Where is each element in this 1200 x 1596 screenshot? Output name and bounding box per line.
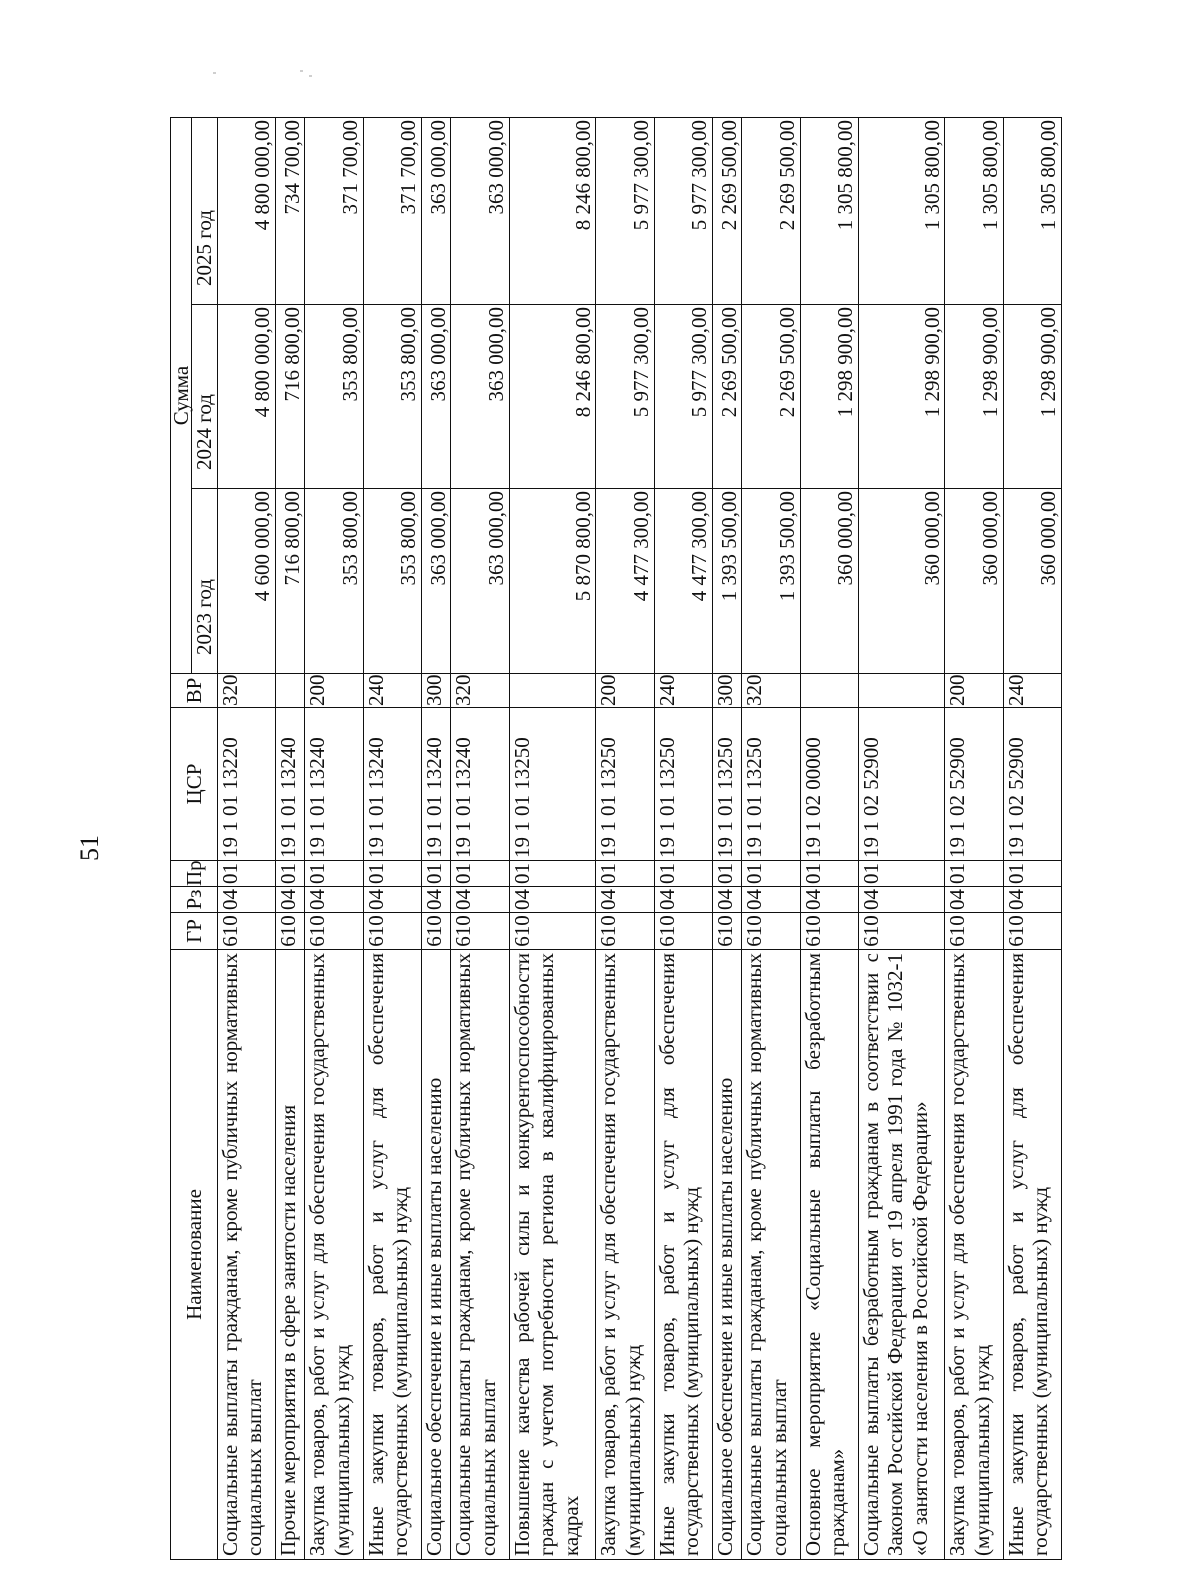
row-name: Иные закупки товаров, работ и услуг для обеспечения государственных (муниципальных) нужд	[1003, 950, 1061, 1560]
table-row	[742, 118, 800, 1560]
row-sum-2023: 1 393 500,00	[742, 489, 800, 674]
header-year-2024: 2024 год	[192, 305, 218, 489]
row-name: Закупка товаров, работ и услуг для обеспечения государственных (муниципальных) нужд	[305, 950, 363, 1560]
row-name: Основное мероприятие «Социальные выплаты безработным гражданам»	[800, 950, 858, 1560]
table-row	[1003, 118, 1061, 1560]
row-csr: 19 1 01 13250	[654, 708, 712, 861]
row-sum-2023: 360 000,00	[800, 489, 858, 674]
row-name: Социальное обеспечение и иные выплаты населению	[712, 950, 742, 1560]
row-sum-2023: 5 870 800,00	[509, 489, 596, 674]
row-rz: 04	[509, 887, 596, 913]
row-vr: 320	[451, 674, 509, 708]
table-row	[858, 118, 945, 1560]
row-sum-2023: 1 393 500,00	[712, 489, 742, 674]
row-gr: 610	[945, 913, 1003, 950]
row-sum-2024: 5 977 300,00	[596, 305, 654, 489]
row-pr: 01	[217, 861, 275, 887]
row-sum-2025: 734 700,00	[275, 118, 305, 305]
table-row	[509, 118, 596, 1560]
row-vr: 200	[596, 674, 654, 708]
row-sum-2023: 4 600 000,00	[217, 489, 275, 674]
table-row	[217, 118, 275, 1560]
row-vr: 320	[217, 674, 275, 708]
row-sum-2023: 4 477 300,00	[654, 489, 712, 674]
row-rz: 04	[742, 887, 800, 913]
table-row	[275, 118, 305, 1560]
row-sum-2025: 371 700,00	[305, 118, 363, 305]
row-rz: 04	[800, 887, 858, 913]
row-pr: 01	[945, 861, 1003, 887]
row-rz: 04	[712, 887, 742, 913]
row-csr: 19 1 02 52900	[1003, 708, 1061, 861]
header-sum: Сумма	[171, 118, 192, 674]
row-sum-2024: 1 298 900,00	[800, 305, 858, 489]
row-pr: 01	[509, 861, 596, 887]
header-year-2023: 2023 год	[192, 489, 218, 674]
row-gr: 610	[742, 913, 800, 950]
row-vr: 240	[363, 674, 421, 708]
row-gr: 610	[1003, 913, 1061, 950]
row-vr	[275, 674, 305, 708]
row-vr: 240	[654, 674, 712, 708]
row-sum-2025: 363 000,00	[451, 118, 509, 305]
row-pr: 01	[1003, 861, 1061, 887]
row-rz: 04	[217, 887, 275, 913]
row-sum-2023: 360 000,00	[858, 489, 945, 674]
table-rotator	[170, 118, 1062, 1560]
row-vr: 300	[712, 674, 742, 708]
row-sum-2024: 2 269 500,00	[712, 305, 742, 489]
row-pr: 01	[596, 861, 654, 887]
row-gr: 610	[421, 913, 451, 950]
budget-table	[170, 117, 1062, 1560]
row-rz: 04	[363, 887, 421, 913]
row-vr	[800, 674, 858, 708]
row-vr: 200	[945, 674, 1003, 708]
row-sum-2023: 363 000,00	[451, 489, 509, 674]
row-gr: 610	[509, 913, 596, 950]
header-year-2025: 2025 год	[192, 118, 218, 305]
row-vr: 320	[742, 674, 800, 708]
row-csr: 19 1 01 13240	[363, 708, 421, 861]
row-gr: 610	[596, 913, 654, 950]
rotated-table-area	[170, 118, 1062, 1560]
row-sum-2023: 716 800,00	[275, 489, 305, 674]
row-vr	[509, 674, 596, 708]
row-sum-2023: 360 000,00	[1003, 489, 1061, 674]
row-name: Закупка товаров, работ и услуг для обеспечения государственных (муниципальных) нужд	[596, 950, 654, 1560]
row-sum-2024: 353 800,00	[305, 305, 363, 489]
row-gr: 610	[363, 913, 421, 950]
row-gr: 610	[217, 913, 275, 950]
row-pr: 01	[275, 861, 305, 887]
table-row	[363, 118, 421, 1560]
table-body	[217, 118, 1061, 1560]
row-sum-2025: 1 305 800,00	[1003, 118, 1061, 305]
row-vr	[858, 674, 945, 708]
row-sum-2023: 4 477 300,00	[596, 489, 654, 674]
row-sum-2025: 5 977 300,00	[654, 118, 712, 305]
table-row	[654, 118, 712, 1560]
row-sum-2025: 1 305 800,00	[800, 118, 858, 305]
row-csr: 19 1 01 13250	[742, 708, 800, 861]
row-csr: 19 1 01 13240	[275, 708, 305, 861]
row-rz: 04	[305, 887, 363, 913]
table-row	[305, 118, 363, 1560]
page-number-text: 51	[75, 835, 104, 861]
row-rz: 04	[1003, 887, 1061, 913]
row-pr: 01	[712, 861, 742, 887]
row-gr: 610	[451, 913, 509, 950]
row-name: Социальные выплаты безработным гражданам в соответствии с Законом Российской Федерации от 19 апреля 1991 года № 1032-1 «О занятости населения в Российской Федерации»	[858, 950, 945, 1560]
row-pr: 01	[858, 861, 945, 887]
header-gr: ГР	[171, 913, 218, 950]
row-rz: 04	[421, 887, 451, 913]
table-row	[451, 118, 509, 1560]
row-rz: 04	[654, 887, 712, 913]
row-gr: 610	[275, 913, 305, 950]
row-sum-2023: 363 000,00	[421, 489, 451, 674]
row-rz: 04	[275, 887, 305, 913]
header-vr: ВР	[171, 674, 218, 708]
row-sum-2025: 4 800 000,00	[217, 118, 275, 305]
row-sum-2023: 353 800,00	[305, 489, 363, 674]
page-number	[70, 818, 110, 878]
row-csr: 19 1 01 13250	[596, 708, 654, 861]
row-csr: 19 1 01 13240	[305, 708, 363, 861]
row-vr: 200	[305, 674, 363, 708]
row-rz: 04	[596, 887, 654, 913]
row-pr: 01	[800, 861, 858, 887]
row-gr: 610	[712, 913, 742, 950]
row-csr: 19 1 01 13240	[451, 708, 509, 861]
row-csr: 19 1 02 00000	[800, 708, 858, 861]
header-rz: Рз	[171, 887, 218, 913]
row-sum-2025: 363 000,00	[421, 118, 451, 305]
row-sum-2025: 2 269 500,00	[712, 118, 742, 305]
row-sum-2024: 363 000,00	[451, 305, 509, 489]
table-row	[421, 118, 451, 1560]
row-gr: 610	[858, 913, 945, 950]
row-sum-2024: 716 800,00	[275, 305, 305, 489]
row-sum-2024: 5 977 300,00	[654, 305, 712, 489]
row-name: Прочие мероприятия в сфере занятости населения	[275, 950, 305, 1560]
header-name: Наименование	[171, 950, 218, 1560]
row-pr: 01	[363, 861, 421, 887]
row-csr: 19 1 02 52900	[945, 708, 1003, 861]
row-rz: 04	[945, 887, 1003, 913]
row-sum-2024: 1 298 900,00	[858, 305, 945, 489]
row-sum-2024: 8 246 800,00	[509, 305, 596, 489]
row-csr: 19 1 01 13240	[421, 708, 451, 861]
row-rz: 04	[858, 887, 945, 913]
row-vr: 240	[1003, 674, 1061, 708]
row-sum-2024: 2 269 500,00	[742, 305, 800, 489]
table-row	[945, 118, 1003, 1560]
row-name: Социальное обеспечение и иные выплаты населению	[421, 950, 451, 1560]
row-pr: 01	[305, 861, 363, 887]
row-csr: 19 1 02 52900	[858, 708, 945, 861]
row-sum-2025: 1 305 800,00	[858, 118, 945, 305]
header-pr: Пр	[171, 861, 218, 887]
table-row	[800, 118, 858, 1560]
row-name: Социальные выплаты гражданам, кроме публичных нормативных социальных выплат	[217, 950, 275, 1560]
row-sum-2024: 363 000,00	[421, 305, 451, 489]
row-name: Иные закупки товаров, работ и услуг для обеспечения государственных (муниципальных) нужд	[654, 950, 712, 1560]
row-pr: 01	[451, 861, 509, 887]
table-row	[596, 118, 654, 1560]
row-pr: 01	[742, 861, 800, 887]
row-sum-2025: 371 700,00	[363, 118, 421, 305]
row-csr: 19 1 01 13250	[712, 708, 742, 861]
row-sum-2023: 360 000,00	[945, 489, 1003, 674]
header-csr: ЦСР	[171, 708, 218, 861]
row-csr: 19 1 01 13220	[217, 708, 275, 861]
row-gr: 610	[800, 913, 858, 950]
row-gr: 610	[305, 913, 363, 950]
row-name: Иные закупки товаров, работ и услуг для обеспечения государственных (муниципальных) нужд	[363, 950, 421, 1560]
row-name: Социальные выплаты гражданам, кроме публичных нормативных социальных выплат	[742, 950, 800, 1560]
table-row	[712, 118, 742, 1560]
row-sum-2025: 8 246 800,00	[509, 118, 596, 305]
header-row-main	[171, 118, 192, 1560]
row-name: Закупка товаров, работ и услуг для обеспечения государственных (муниципальных) нужд	[945, 950, 1003, 1560]
row-rz: 04	[451, 887, 509, 913]
row-sum-2024: 1 298 900,00	[1003, 305, 1061, 489]
row-sum-2025: 1 305 800,00	[945, 118, 1003, 305]
row-sum-2024: 1 298 900,00	[945, 305, 1003, 489]
row-sum-2025: 2 269 500,00	[742, 118, 800, 305]
row-sum-2023: 353 800,00	[363, 489, 421, 674]
row-sum-2024: 4 800 000,00	[217, 305, 275, 489]
row-sum-2024: 353 800,00	[363, 305, 421, 489]
row-vr: 300	[421, 674, 451, 708]
row-gr: 610	[654, 913, 712, 950]
row-sum-2025: 5 977 300,00	[596, 118, 654, 305]
row-pr: 01	[654, 861, 712, 887]
row-pr: 01	[421, 861, 451, 887]
row-csr: 19 1 01 13250	[509, 708, 596, 861]
row-name: Социальные выплаты гражданам, кроме публичных нормативных социальных выплат	[451, 950, 509, 1560]
row-name: Повышение качества рабочей силы и конкурентоспособности граждан с учетом потребности региона в квалифицированных кадрах	[509, 950, 596, 1560]
